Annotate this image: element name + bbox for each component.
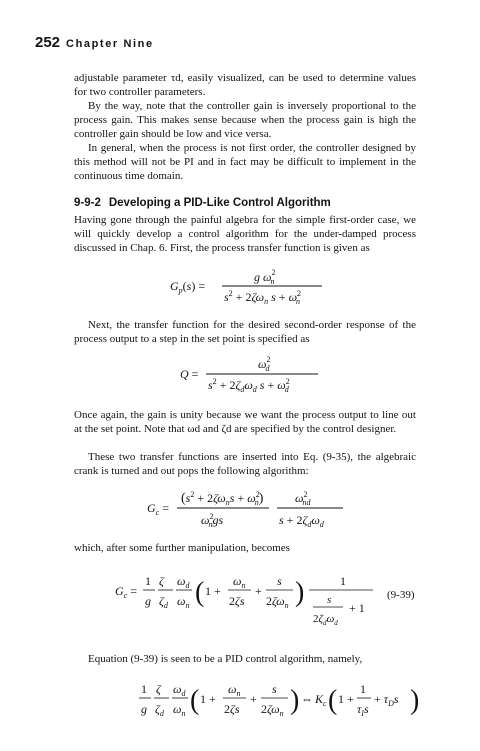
svg-text:Q =: Q = bbox=[180, 367, 199, 381]
svg-text:): ) bbox=[295, 577, 305, 608]
svg-text:τIs: $\tau_Is$ bbox=[357, 702, 369, 718]
svg-text:ζd: $\zeta_d$ bbox=[159, 594, 168, 610]
svg-text:+ τDs: + $\tau_Ds$ bbox=[374, 692, 399, 708]
svg-text:ωd: $\omega_d$ bbox=[177, 574, 190, 590]
svg-text:Gc =: $G_c$ = bbox=[147, 501, 170, 517]
svg-text:+: + bbox=[255, 584, 262, 598]
svg-text:ζ: ζ bbox=[156, 682, 161, 696]
paragraph-1: adjustable parameter τd, easily visualized, can be used to determine values for two controller parameters. bbox=[74, 72, 416, 98]
svg-text:ω2ngs: $\omega^2$ ngs bbox=[201, 512, 224, 529]
section-title: Developing a PID-Like Control Algorithm bbox=[108, 197, 331, 209]
svg-text:Gp(s) =: $G_p(s)$ = bbox=[170, 279, 206, 295]
equation-controller-raw bbox=[147, 484, 347, 534]
paragraph-6: Once again, the gain is unity because we want the process output to line out at the set point. Note that ωd and ζd are specified by the control designer. bbox=[74, 409, 416, 435]
equation-process-tf bbox=[170, 263, 330, 309]
section-heading bbox=[74, 197, 331, 209]
svg-text:s + 2ζdωd: $s + 2\zeta_d\omega_d$ bbox=[279, 513, 324, 529]
paragraph-8: which, after some further manipulation, becomes bbox=[74, 542, 290, 554]
paragraph-7: These two transfer functions are inserted into Eq. (9-35), the algebraic crank is turned and out pops the following algorithm: bbox=[74, 451, 416, 477]
svg-text:ωd: $\omega_d$ bbox=[173, 682, 186, 698]
svg-text:2ζωn: $2\zeta\omega_n$ bbox=[266, 594, 289, 610]
svg-text:ω2d: $\omega^2$ d bbox=[258, 355, 271, 373]
svg-text:ω2nd: $\omega^2$ nd bbox=[295, 490, 311, 507]
paragraph-5: Next, the transfer function for the desired second-order response of the process output to a step in the set point is specified as bbox=[74, 319, 416, 345]
svg-text:2ζs: 2ζs bbox=[229, 594, 245, 608]
paragraph-2: By the way, note that the controller gain is inversely proportional to the process gain. This makes sense because when the process gain is high the controller gain should be low and vice versa. bbox=[74, 100, 416, 140]
svg-text:ωn: $\omega_n$ bbox=[228, 682, 241, 698]
svg-text:g ω2n: g $\omega^2$ n bbox=[254, 268, 276, 286]
section-number: 9-9-2 bbox=[74, 197, 101, 209]
svg-text:g: g bbox=[145, 594, 151, 608]
svg-text:s: s bbox=[327, 594, 332, 606]
svg-text:(: ( bbox=[195, 577, 205, 608]
svg-text:2ζdωd: $2\zeta_d\omega_d$ bbox=[313, 613, 338, 627]
svg-text:): ) bbox=[410, 685, 420, 716]
svg-text:+ 1: + 1 bbox=[349, 601, 365, 615]
svg-text:1: 1 bbox=[141, 682, 147, 696]
svg-text:g: g bbox=[141, 702, 147, 716]
svg-text:(: ( bbox=[328, 685, 338, 716]
svg-text:ζd: $\zeta_d$ bbox=[155, 702, 164, 718]
svg-text:s2 + 2ζωn s + ω2n: $s^2 + 2\zeta\omega_n$ $s + \omega^2$ n bbox=[224, 289, 302, 306]
equation-number: (9-39) bbox=[387, 589, 415, 601]
svg-text:2ζωn: $2\zeta\omega_n$ bbox=[261, 702, 284, 718]
equation-9-39 bbox=[115, 565, 385, 637]
svg-text:2ζs: 2ζs bbox=[224, 702, 240, 716]
svg-text:): ) bbox=[290, 685, 300, 716]
svg-text:1 +: 1 + bbox=[205, 584, 221, 598]
chapter-title: Chapter Nine bbox=[66, 38, 154, 50]
equation-pid-equivalence-tail bbox=[374, 675, 424, 725]
svg-text:⇔: ⇔ bbox=[301, 692, 313, 706]
svg-text:s: s bbox=[277, 574, 282, 588]
svg-text:s2 + 2ζdωd s + ω2d: $s^2 + 2\zeta_d\omega_d$ $s + \omega^2$ d bbox=[208, 377, 290, 394]
equation-desired-response bbox=[180, 351, 330, 397]
svg-text:ωn: $\omega_n$ bbox=[177, 594, 190, 610]
paragraph-9: Equation (9-39) is seen to be a PID control algorithm, namely, bbox=[88, 653, 363, 665]
svg-text:ωn: $\omega_n$ bbox=[233, 574, 246, 590]
paragraph-4: Having gone through the painful algebra for the simple first-order case, we will quickly develop a control algorithm for the under-damped process discussed in Chap. 6. First, the process transfer function is given as bbox=[74, 214, 416, 254]
svg-text:1 +: 1 + bbox=[200, 692, 216, 706]
svg-text:1 +: 1 + bbox=[338, 692, 354, 706]
running-header bbox=[35, 34, 154, 52]
svg-text:(: ( bbox=[190, 685, 200, 716]
page-number: 252 bbox=[35, 34, 61, 51]
svg-text:1: 1 bbox=[340, 574, 346, 588]
equation-pid-equivalence bbox=[139, 675, 379, 725]
svg-text:Kc: $K_c$ bbox=[315, 692, 327, 708]
svg-text:ωn: $\omega_n$ bbox=[173, 702, 186, 718]
svg-text:1: 1 bbox=[145, 574, 151, 588]
svg-text:ζ: ζ bbox=[159, 574, 164, 588]
svg-text:(s2 + 2ζωns + ω2n): ($s^2 + 2\zeta\omega_ns + \omega^2$ n) bbox=[181, 490, 264, 507]
svg-text:1: 1 bbox=[360, 682, 366, 696]
svg-text:Gc =: $G_c$ = bbox=[115, 584, 138, 600]
svg-text:s: s bbox=[272, 682, 277, 696]
svg-text:+: + bbox=[250, 692, 257, 706]
paragraph-3: In general, when the process is not first order, the controller designed by this method will not be PI and in fact may be difficult to implement in the continuous time domain. bbox=[74, 142, 416, 182]
